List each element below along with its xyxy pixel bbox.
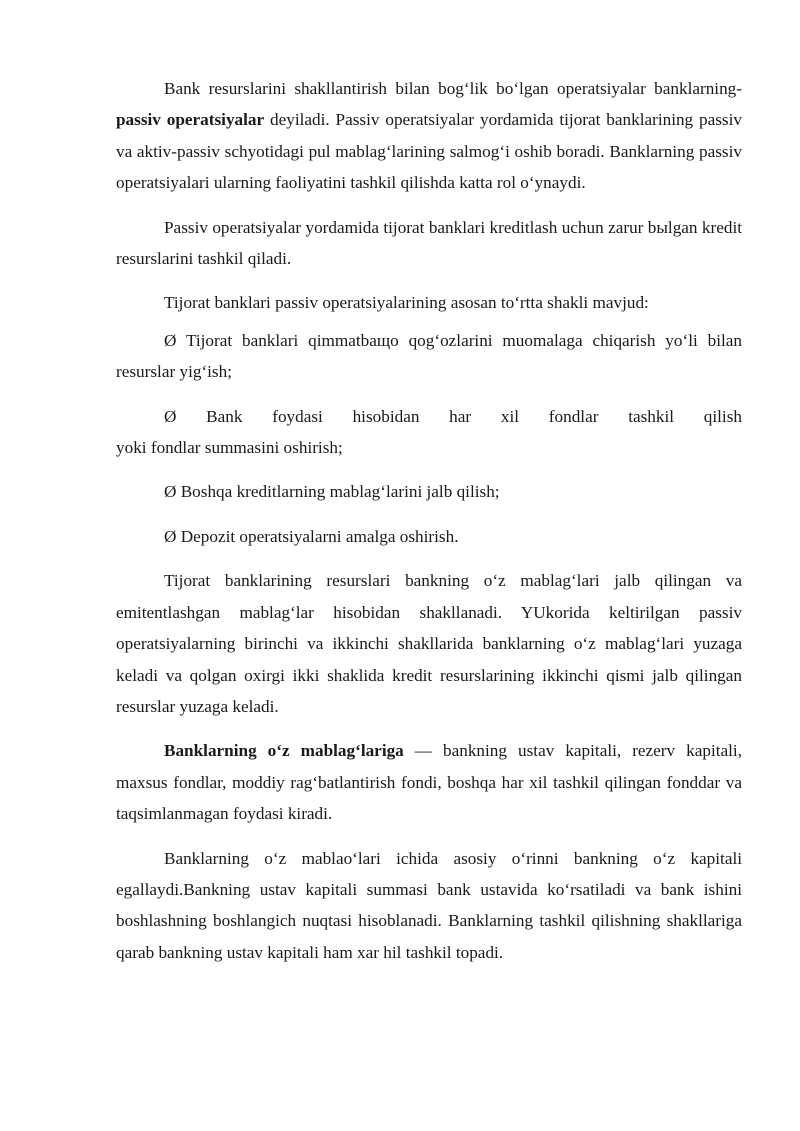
paragraph-charter-capital: Banklarning o‘z mablao‘lari ichida asosiy o‘rinni bankning o‘z kapitali egallaydi.Bankning ustav kapitali summasi bank ustavida ko‘rsatiladi va bank ishini boshlashning boshlangich nuqtasi hisoblanadi. Banklarning tashkil qilishning shakllariga qarab bankning ustav kapitali ham xar hil tashkil topadi. [116,848,742,962]
list-item-securities: Ø Tijorat banklari qimmatbaщo qog‘ozlarini muomalaga chiqarish yo‘li bilan resurslar yig‘ish; [116,330,742,382]
list-item-other-credits: Ø Boshqa kreditlarning mablag‘larini jalb qilish; [164,482,500,502]
paragraph-own-funds [116,735,742,829]
list-item-funds [116,401,742,464]
paragraph-four-forms-intro: Tijorat banklari passiv operatsiyalarining asosan to‘rtta shakli mavjud: [164,293,649,313]
paragraph-resources-formation: Tijorat banklarining resurslari bankning o‘z mablag‘lari jalb qilingan va emitentlashgan mablag‘lar hisobidan shakllanadi. YUkorida keltirilgan passiv operatsiyalarning birinchi va ikkinchi shakllarida banklarning o‘z mablag‘lari yuzaga keladi va qolgan oxirgi ikki shaklida kredit resurslarining ikkinchi qismi jalb qilingan resurslar yuzaga keladi. [116,571,742,716]
list-item-deposits: Ø Depozit operatsiyalarni amalga oshirish. [164,526,459,546]
paragraph-text: deyiladi. Passiv operatsiyalar yordamida tijorat banklarining passiv va aktiv-passiv schyotidagi pul mablag‘larining salmog‘i oshib boradi. Banklarning passiv operatsiyalari ularning faoliyatini tashkil qilishda katta rol o‘ynaydi. [116,110,742,193]
term-own-funds: Banklarning o‘z mablag‘lariga [164,741,404,761]
paragraph-text: — bankning ustav kapitali, rezerv kapitali, maxsus fondlar, moddiy rag‘batlantirish fondi, boshqa har xil tashkil qilingan fonddar va taqsimlanmagan foydasi kiradi. [116,741,742,824]
paragraph-text: Bank resurslarini shakllantirish bilan bog‘lik bo‘lgan operatsiyalar banklarning- [164,79,742,98]
term-passive-operations: passiv operatsiyalar [116,110,265,130]
paragraph-passive-operations-definition [116,73,742,199]
list-item-line: yoki fondlar summasini oshirish; [116,438,343,458]
paragraph-credit-resources: Passiv operatsiyalar yordamida tijorat banklari kreditlash uchun zarur bыlgan kredit resurslarini tashkil qiladi. [116,217,742,269]
document-page [116,73,742,968]
list-item-line: Ø Bank foydasi hisobidan har xil fondlar tashkil qilish [164,406,742,426]
